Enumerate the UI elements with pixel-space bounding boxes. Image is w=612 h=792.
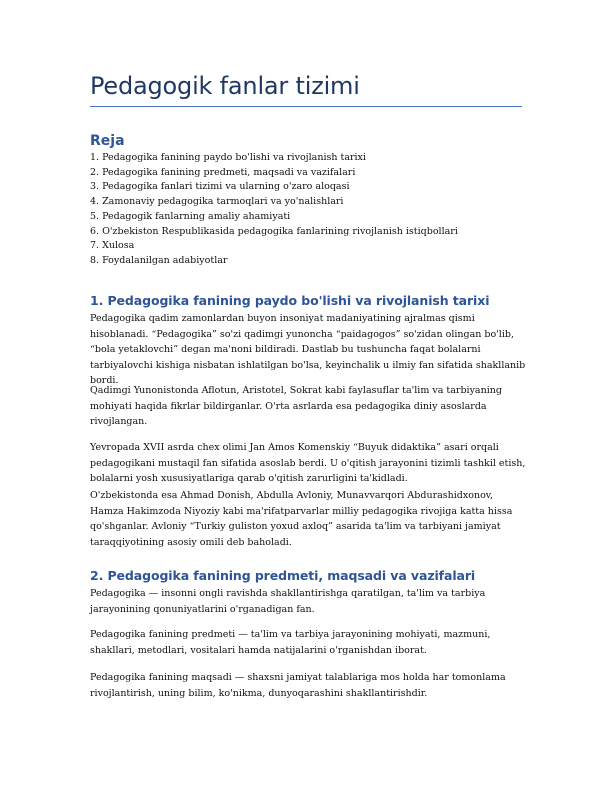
title-underline xyxy=(90,106,522,107)
reja-item: 7. Xulosa xyxy=(90,240,135,252)
section-1-paragraph: Yevropada XVII asrda chex olimi Jan Amos Komenskiy “Buyuk didaktika” asari orqali pedagogikani mustaqil fan sifatida asoslab berdi. U o'qitish jarayonini tizimli tashkil etish, bolalarni yosh xususiyatlariga qarab o'qitish zarurligini ta'kidladi. xyxy=(90,442,526,484)
section-1-paragraph: Qadimgi Yunonistonda Aflotun, Aristotel, Sokrat kabi faylasuflar ta'lim va tarbiyaning mohiyati haqida fikrlar bildirganlar. O'rta asrlarda esa pedagogika diniy asoslarda rivojlangan. xyxy=(90,385,502,427)
section-2-heading: 2. Pedagogika fanining predmeti, maqsadi va vazifalari xyxy=(90,568,476,583)
reja-heading: Reja xyxy=(90,133,125,149)
section-2-paragraph: Pedagogika fanining maqsadi — shaxsni jamiyat talablariga mos holda har tomonlama rivojlantirish, uning bilim, ko'nikma, dunyoqarashini shakllantirishdir. xyxy=(90,672,506,699)
document-title: Pedagogik fanlar tizimi xyxy=(90,72,360,100)
section-2-paragraph: Pedagogika fanining predmeti — ta'lim va tarbiya jarayonining mohiyati, mazmuni, shakllari, metodlari, vositalari hamda natijalarini o'rganishdan iborat. xyxy=(90,629,491,656)
reja-item: 6. O'zbekiston Respublikasida pedagogika fanlarining rivojlanish istiqbollari xyxy=(90,225,458,237)
reja-item: 1. Pedagogika fanining paydo bo'lishi va rivojlanish tarixi xyxy=(90,152,366,163)
section-2-paragraph: Pedagogika — insonni ongli ravishda shakllantirishga qaratilgan, ta'lim va tarbiya jarayonining qonuniyatlarini o'rganadigan fan. xyxy=(90,588,486,615)
reja-item: 3. Pedagogika fanlari tizimi va ularning o'zaro aloqasi xyxy=(90,181,350,193)
reja-item: 5. Pedagogik fanlarning amaliy ahamiyati xyxy=(90,210,291,222)
reja-list xyxy=(90,151,458,269)
section-1-heading: 1. Pedagogika fanining paydo bo'lishi va rivojlanish tarixi xyxy=(90,293,490,308)
section-1-paragraph: O'zbekistonda esa Ahmad Donish, Abdulla Avloniy, Munavvarqori Abdurashidxonov, Hamza Hakimzoda Niyoziy kabi ma'rifatparvarlar milliy pedagogika rivojiga katta hissa qo'shganlar. Avloniy “Turkiy guliston yoxud axloq” asarida ta'lim va tarbiyani jamiyat taraqqiyotining asosiy omili deb baholadi. xyxy=(90,490,513,548)
section-1-paragraph: Pedagogika qadim zamonlardan buyon insoniyat madaniyatining ajralmas qismi hisoblanadi. “Pedagogika” so'zi qadimgi yunoncha “paidagogos” so'zidan olingan bo'lib, “bola yetaklovchi” degan ma'noni bildiradi. Dastlab bu tushuncha faqat bolalarni tarbiyalovchi kishiga nisbatan ishlatilgan bo'lsa, keyinchalik u ilmiy fan sifatida shakllanib bordi. xyxy=(90,313,526,386)
reja-item: 4. Zamonaviy pedagogika tarmoqlari va yo'nalishlari xyxy=(90,196,344,208)
reja-item: 2. Pedagogika fanining predmeti, maqsadi va vazifalari xyxy=(90,166,356,178)
reja-item: 8. Foydalanilgan adabiyotlar xyxy=(90,254,228,266)
